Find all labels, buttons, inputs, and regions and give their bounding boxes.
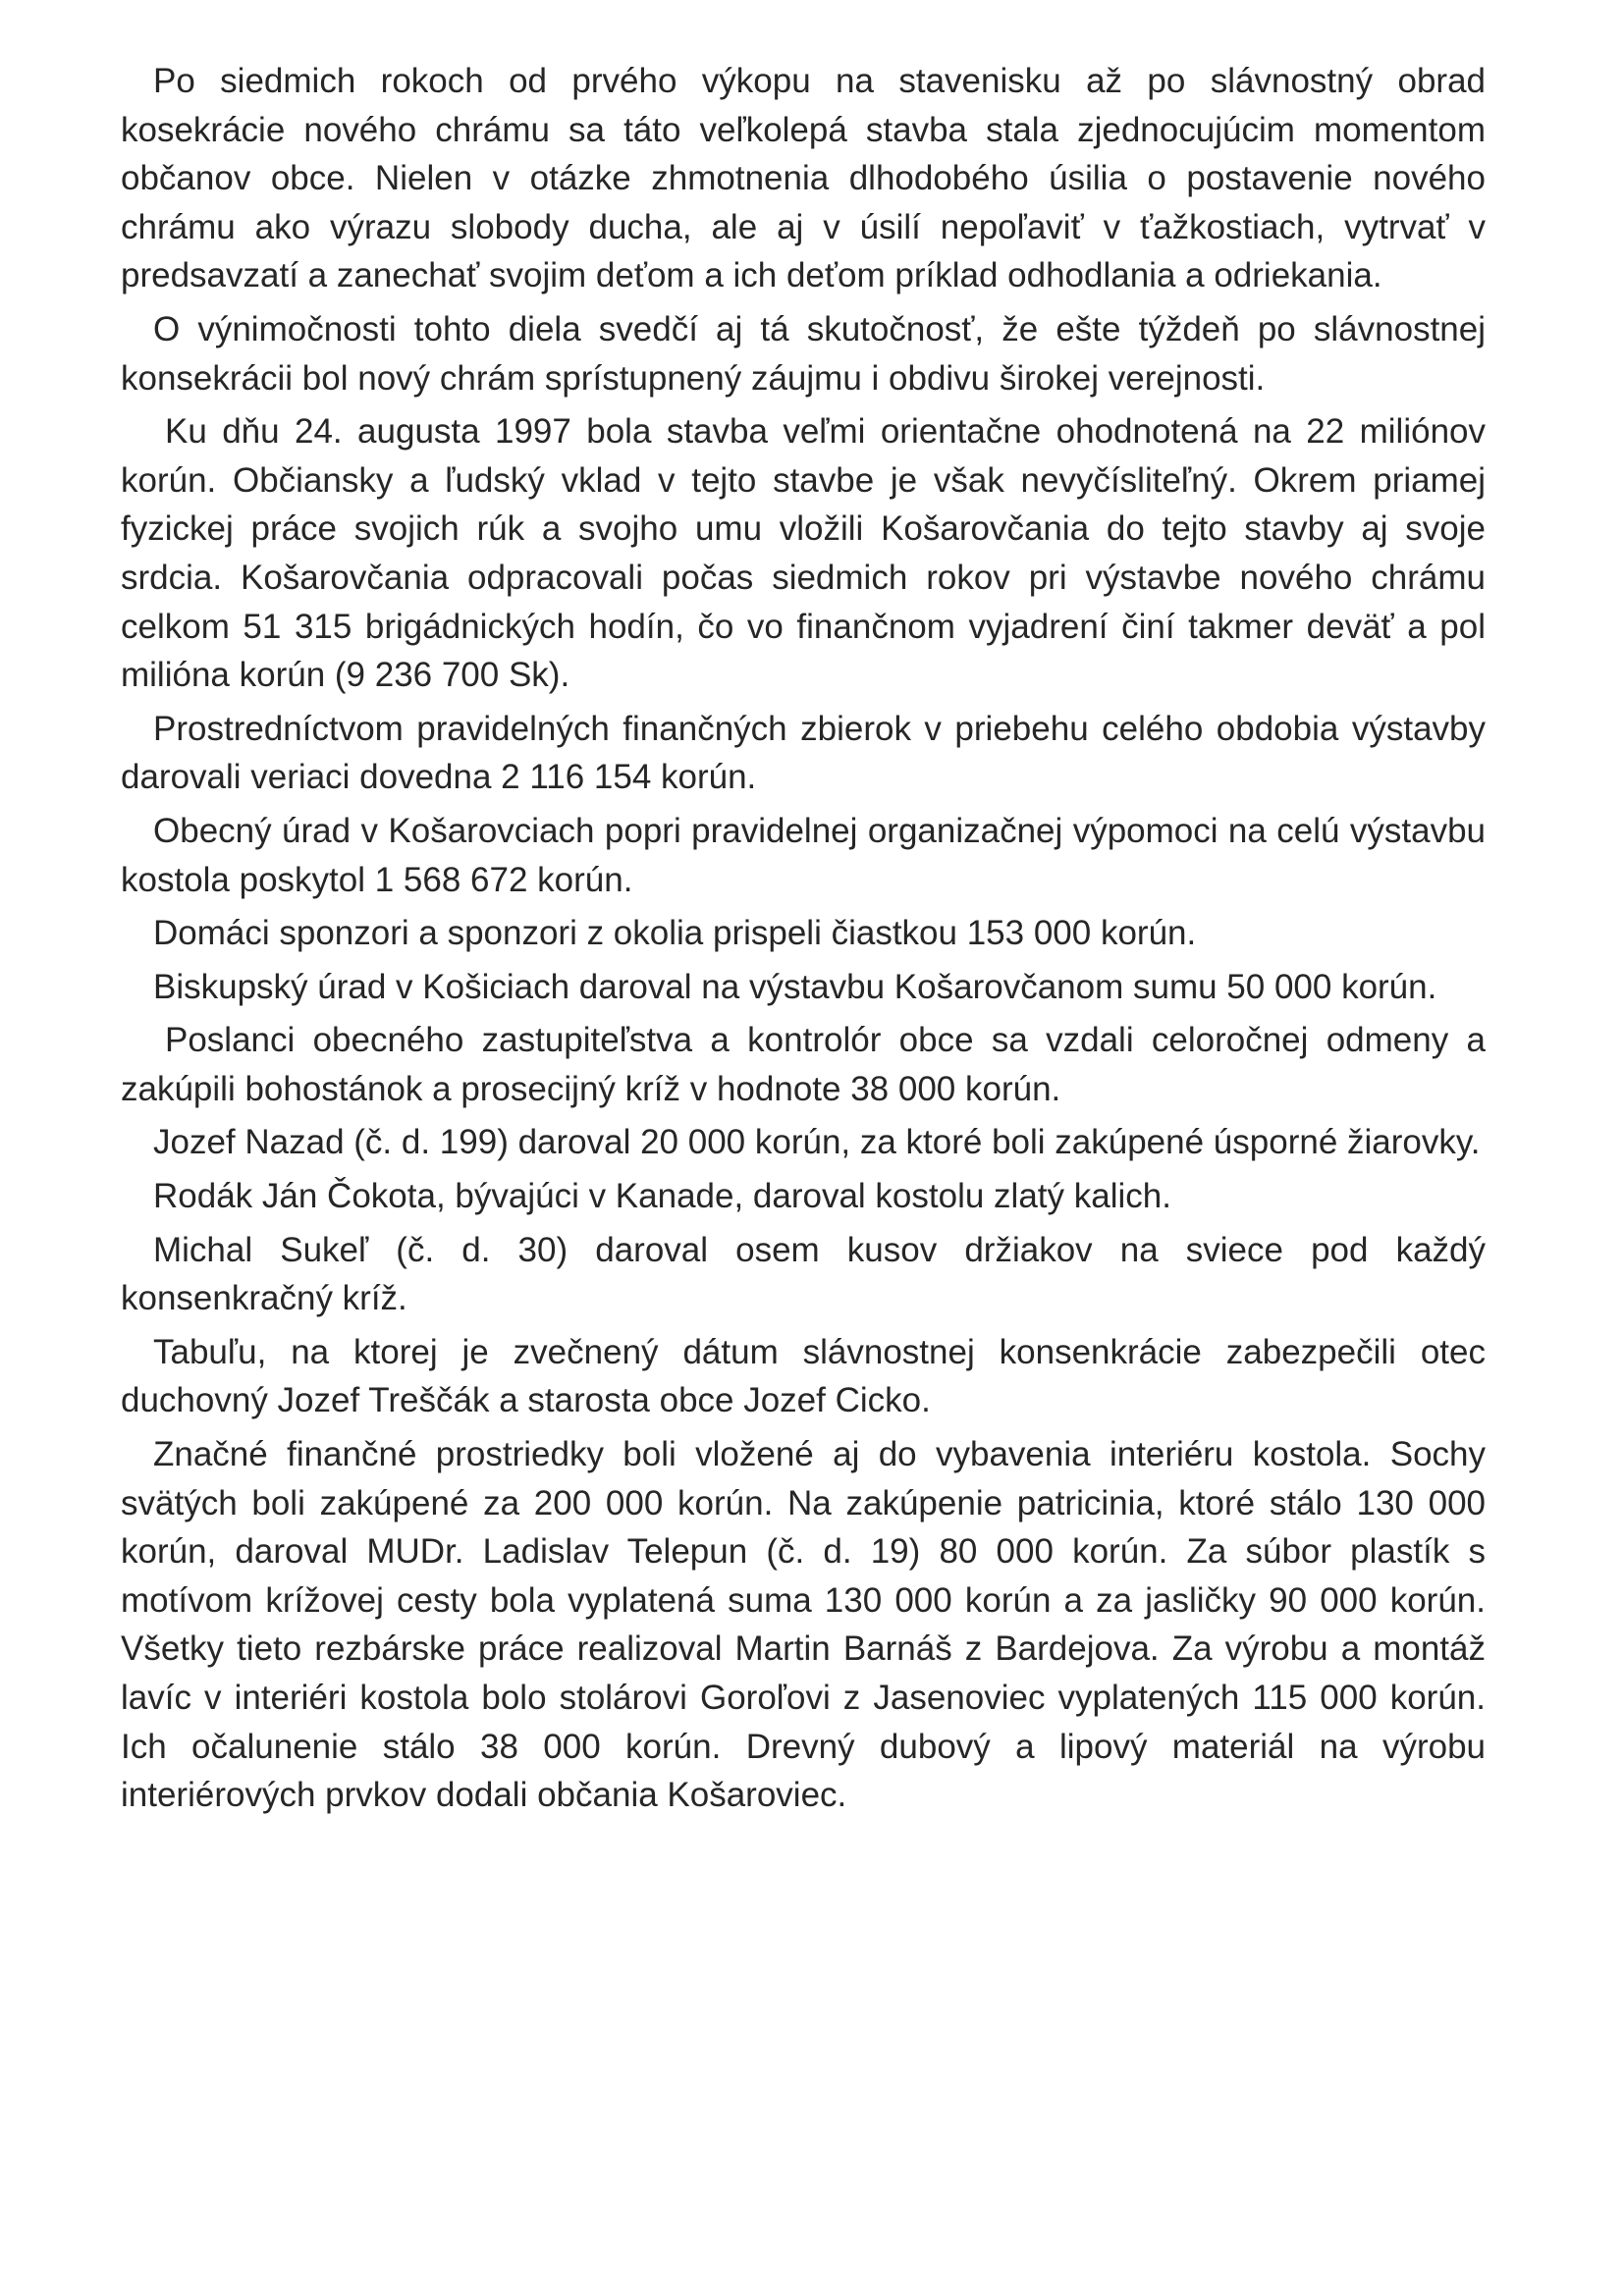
paragraph-public-opening: O výnimočnosti tohto diela svedčí aj tá skutočnosť, že ešte týždeň po slávnostnej konsekrácii bol nový chrám sprístupnený záujmu i obdivu širokej verejnosti. (121, 309, 1486, 398)
paragraph-plaque: Tabuľu, na ktorej je zvečnený dátum slávnostnej konsenkrácie zabezpečili otec duchovný Jozef Treščák a starosta obce Jozef Cicko. (121, 1332, 1486, 1420)
paragraph-sponsors: Domáci sponzori a sponzori z okolia prispeli čiastkou 153 000 korún. (153, 914, 1197, 953)
paragraph-interior: Značné finančné prostriedky boli vložené aj do vybavenia interiéru kostola. Sochy svätých boli zakúpené za 200 000 korún. Na zakúpenie patricinia, ktoré stálo 130 000 korún, daroval MUDr. Ladislav Telepun (č. d. 19) 80 000 korún. Za súbor plastík s motívom krížovej cesty bola vyplatená suma 130 000 korún a za jasličky 90 000 korún. Všetky tieto rezbárske práce realizoval Martin Barnáš z Bardejova. Za výrobu a montáž lavíc v interiéri kostola bolo stolárovi Goroľovi z Jasenoviec vyplatených 115 000 korún. Ich očalunenie stálo 38 000 korún. Drevný dubový a lipový materiál na výrobu interiérových prvkov dodali občania Košaroviec. (121, 1435, 1486, 1815)
paragraph-jozef-nazad: Jozef Nazad (č. d. 199) daroval 20 000 korún, za ktoré boli zakúpené úsporné žiarovky. (153, 1123, 1481, 1162)
paragraph-valuation: Ku dňu 24. augusta 1997 bola stavba veľmi orientačne ohodnotená na 22 miliónov korún. Občiansky a ľudský vklad v tejto stavbe je však nevyčísliteľný. Okrem priamej fyzickej práce svojich rúk a svojho umu vložili Košarovčania do tejto stavby aj svoje srdcia. Košarovčania odpracovali počas siedmich rokov pri výstavbe nového chrámu celkom 51 315 brigádnických hodín, čo vo finančnom vyjadrení činí takmer deväť a pol milióna korún (9 236 700 Sk). (121, 412, 1486, 695)
paragraph-bishop-office: Biskupský úrad v Košiciach daroval na výstavbu Košarovčanom sumu 50 000 korún. (153, 967, 1437, 1006)
document-page (121, 57, 1486, 1825)
paragraph-municipal-office: Obecný úrad v Košarovciach popri pravidelnej organizačnej výpomoci na celú výstavbu kostola poskytol 1 568 672 korún. (121, 811, 1486, 899)
paragraph-council-members: Poslanci obecného zastupiteľstva a kontrolór obce sa vzdali celoročnej odmeny a zakúpili bohostánok a prosecijný kríž v hodnote 38 000 korún. (121, 1021, 1486, 1108)
paragraph-construction-summary: Po siedmich rokoch od prvého výkopu na stavenisku až po slávnostný obrad kosekrácie nového chrámu sa táto veľkolepá stavba stala zjednocujúcim momentom občanov obce. Nielen v otázke zhmotnenia dlhodobého úsilia o postavenie nového chrámu ako výrazu slobody ducha, ale aj v úsilí nepoľaviť v ťažkostiach, vytrvať v predsavzatí a zanechať svojim deťom a ich deťom príklad odhodlania a odriekania. (121, 62, 1486, 295)
paragraph-michal-sukel: Michal Sukeľ (č. d. 30) daroval osem kusov držiakov na sviece pod každý konsenkračný kríž. (121, 1230, 1486, 1318)
paragraph-jan-cokota: Rodák Ján Čokota, bývajúci v Kanade, daroval kostolu zlatý kalich. (153, 1177, 1171, 1216)
paragraph-collections: Prostredníctvom pravidelných finančných zbierok v priebehu celého obdobia výstavby darovali veriaci dovedna 2 116 154 korún. (121, 709, 1486, 797)
